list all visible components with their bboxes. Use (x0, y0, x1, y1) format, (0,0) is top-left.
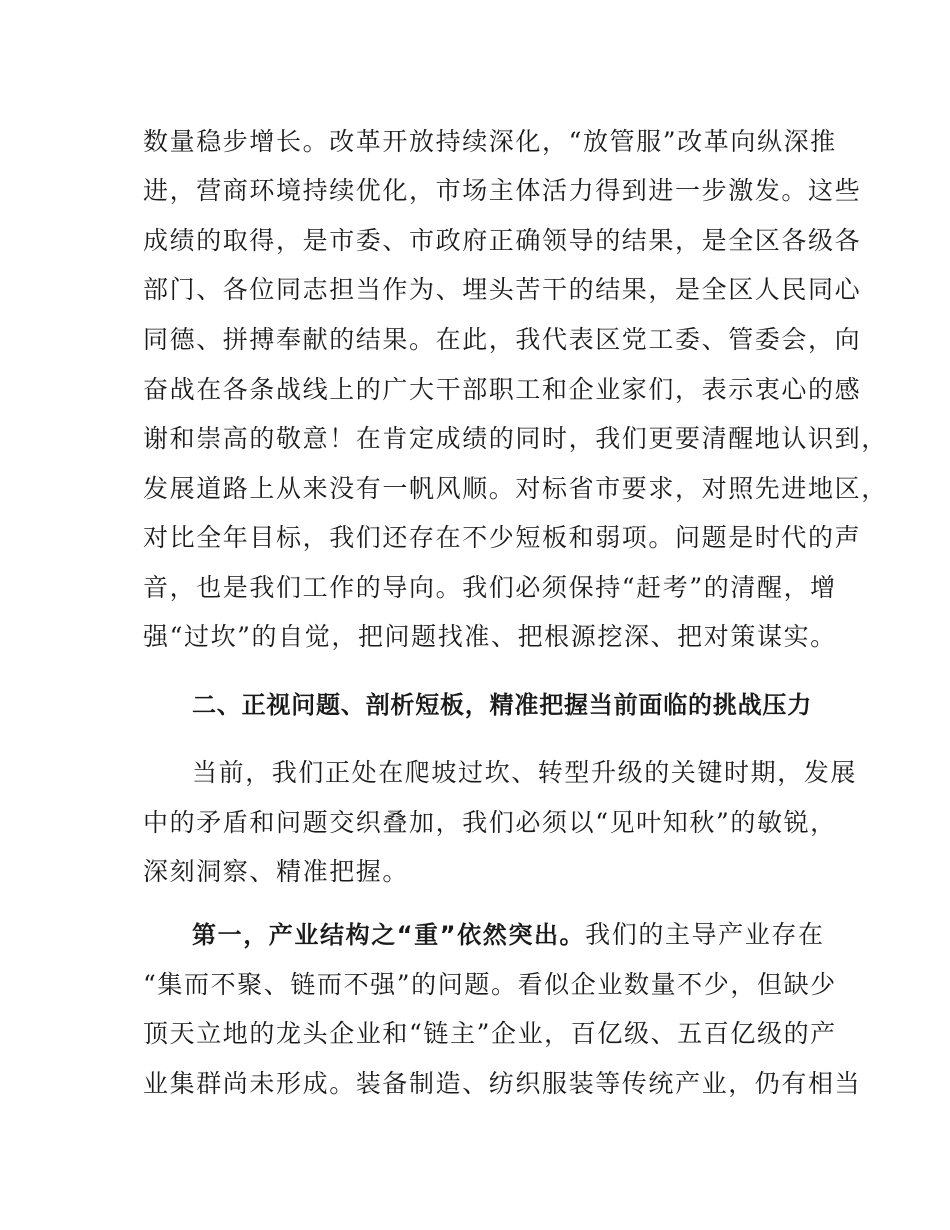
paragraph-line: 谢和崇高的敬意！在肯定成绩的同时，我们更要清醒地认识到， (143, 424, 888, 453)
paragraph-line: 顶天立地的龙头企业和“链主”企业，百亿级、五百亿级的产 (143, 1019, 837, 1048)
paragraph-line: 深刻洞察、精准把握。 (143, 857, 410, 886)
paragraph-line: 奋战在各条战线上的广大干部职工和企业家们，表示衷心的感 (143, 375, 862, 404)
paragraph-line: 发展道路上从来没有一帆风顺。对标省市要求，对照先进地区， (143, 474, 888, 503)
paragraph-line: 对比全年目标，我们还存在不少短板和弱项。问题是时代的声 (143, 523, 862, 552)
paragraph-line: 中的矛盾和问题交织叠加，我们必须以“见叶知秋”的敏锐， (143, 808, 837, 837)
paragraph-line: 音，也是我们工作的导向。我们必须保持“赶考”的清醒，增 (143, 573, 837, 602)
paragraph-line: 数量稳步增长。改革开放持续深化，“放管服”改革向纵深推 (143, 127, 837, 156)
paragraph-line: 同德、拼搏奉献的结果。在此，我代表区党工委、管委会，向 (143, 325, 862, 354)
paragraph-line: 进，营商环境持续优化，市场主体活力得到进一步激发。这些 (143, 176, 862, 205)
paragraph-line: “集而不聚、链而不强”的问题。看似企业数量不少，但缺少 (143, 970, 837, 999)
paragraph-line: 业集群尚未形成。装备制造、纺织服装等传统产业，仍有相当 (143, 1069, 862, 1098)
paragraph-text: 我们的主导产业存在 (585, 920, 825, 949)
paragraph-line: 当前，我们正处在爬坡过坎、转型升级的关键时期，发展 (192, 758, 858, 787)
paragraph-line: 成绩的取得，是市委、市政府正确领导的结果，是全区各级各 (143, 226, 862, 255)
section-heading: 二、正视问题、剖析短板，精准把握当前面临的挑战压力 (192, 691, 812, 719)
paragraph-line (192, 920, 825, 950)
paragraph-line: 部门、各位同志担当作为、埋头苦干的结果，是全区人民同心 (143, 275, 862, 304)
paragraph-line: 强“过坎”的自觉，把问题找准、把根源挖深、把对策谋实。 (143, 622, 837, 651)
paragraph-lead-bold: 第一，产业结构之“重”依然突出。 (192, 921, 586, 949)
